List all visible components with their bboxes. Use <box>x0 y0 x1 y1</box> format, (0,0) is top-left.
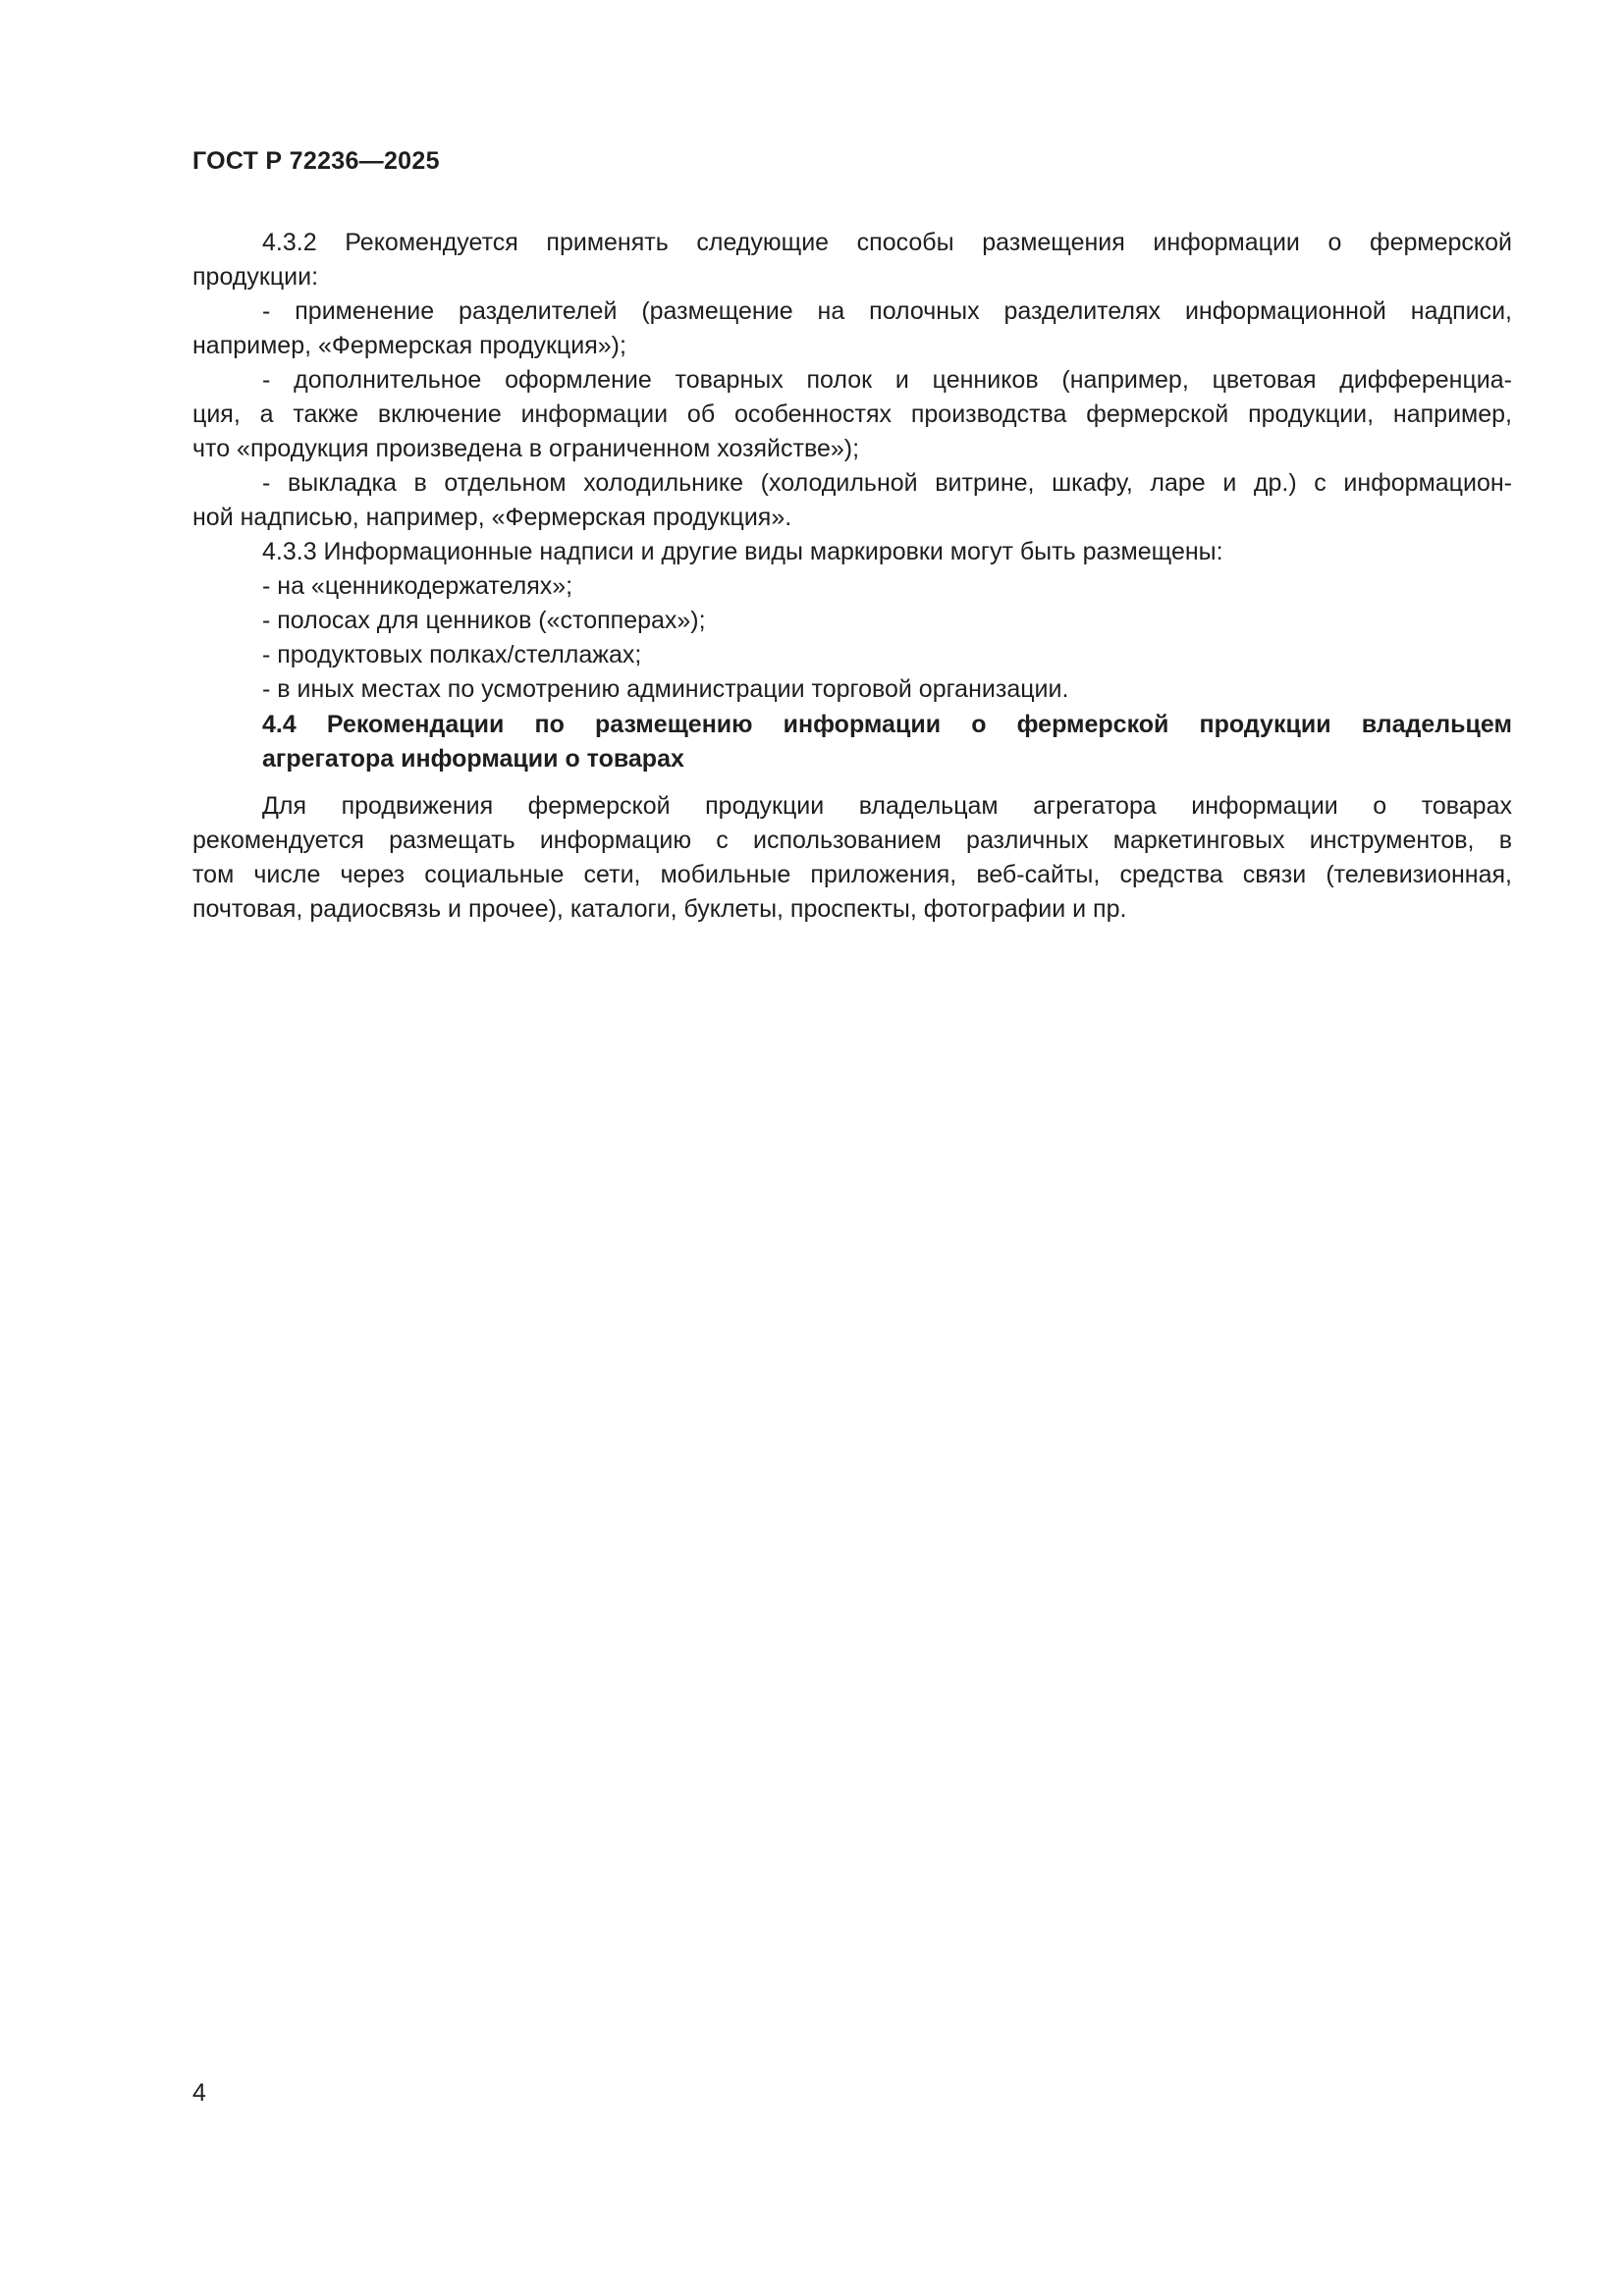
section-4-4-paragraph <box>192 789 1512 927</box>
list-item-line: - выкладка в отдельном холодильнике (холодильной витрине, шкафу, ларе и др.) с информацион- <box>262 469 1512 497</box>
list-item-line: что «продукция произведена в ограниченном хозяйстве»); <box>192 435 860 462</box>
page-number: 4 <box>192 2079 206 2107</box>
paragraph-line: Для продвижения фермерской продукции владельцам агрегатора информации о товарах <box>262 792 1512 820</box>
list-item-line: ной надписью, например, «Фермерская продукция». <box>192 504 792 531</box>
section-4-3-2 <box>192 226 1512 707</box>
list-item: - полосах для ценников («стопперах»); <box>262 607 706 634</box>
list-item: - продуктовых полках/стеллажах; <box>262 641 642 668</box>
list-item-line: ция, а также включение информации об особенностях производства фермерской продукции, например, <box>192 400 1512 428</box>
paragraph-line: рекомендуется размещать информацию с использованием различных маркетинговых инструментов, в <box>192 827 1512 854</box>
paragraph-4-3-3-intro: 4.3.3 Информационные надписи и другие виды маркировки могут быть размещены: <box>262 538 1223 565</box>
list-item-line: например, «Фермерская продукция»); <box>192 332 626 359</box>
list-item: - на «ценникодержателях»; <box>262 572 573 600</box>
paragraph-line: том числе через социальные сети, мобильные приложения, веб-сайты, средства связи (телевизионная, <box>192 861 1512 888</box>
list-item-line: - дополнительное оформление товарных полок и ценников (например, цветовая дифференциа- <box>262 366 1512 394</box>
list-item-line: - применение разделителей (размещение на полочных разделителях информационной надписи, <box>262 297 1512 325</box>
list-item: - в иных местах по усмотрению администрации торговой организации. <box>262 675 1069 703</box>
paragraph-4-3-2-line: продукции: <box>192 263 319 291</box>
section-heading-line: агрегатора информации о товарах <box>262 745 684 773</box>
section-heading-4-4 <box>262 708 1512 776</box>
paragraph-line: почтовая, радиосвязь и прочее), каталоги, буклеты, проспекты, фотографии и пр. <box>192 895 1127 923</box>
paragraph-4-3-2-line: 4.3.2 Рекомендуется применять следующие способы размещения информации о фермерской <box>262 229 1512 256</box>
document-header: ГОСТ Р 72236—2025 <box>192 147 440 175</box>
section-heading-line: 4.4 Рекомендации по размещению информации о фермерской продукции владельцем <box>262 711 1512 738</box>
